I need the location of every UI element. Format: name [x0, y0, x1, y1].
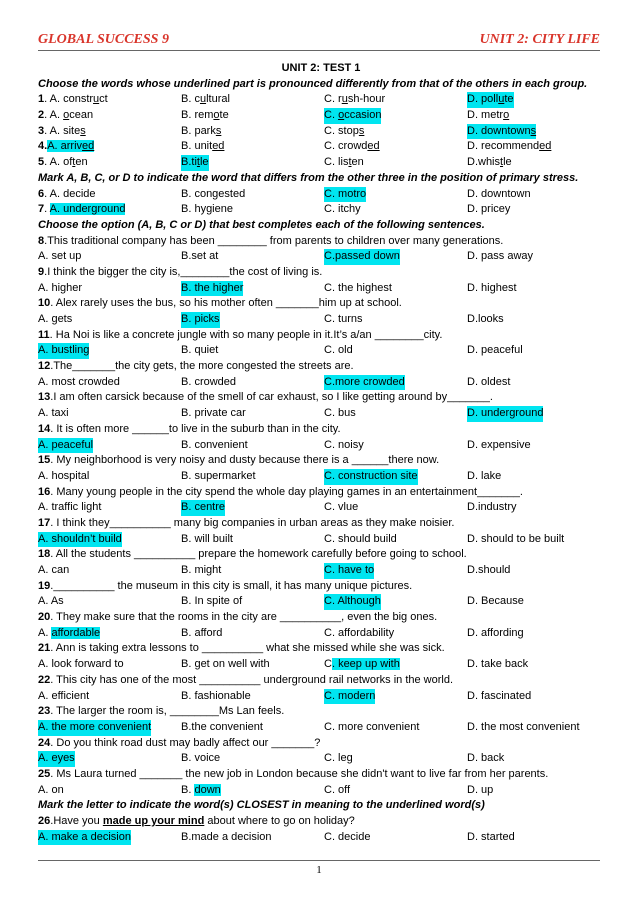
- question-20-stem: 20. They make sure that the rooms in the city are __________, even the big ones.: [38, 611, 438, 624]
- question-text: I think they__________ many big companies in urban areas as they make noisier.: [56, 516, 455, 529]
- question-23-stem: 23. The larger the room is, ________Ms Lan feels.: [38, 705, 285, 718]
- question-24-stem: 24. Do you think road dust may badly affect our _______?: [38, 736, 321, 749]
- answer-highlight: C. occasion: [324, 108, 381, 124]
- question-number: 19: [38, 579, 51, 592]
- question-text: Many young people in the city spend the whole day playing games in an entertainment_______.: [56, 485, 523, 498]
- option-d: D. the most convenient: [467, 720, 580, 733]
- question-4: 4.A. arrived B. united C. crowded D. recommended: [38, 140, 552, 153]
- test-title: UNIT 2: TEST 1: [281, 62, 361, 74]
- question-24-options: [38, 751, 604, 767]
- question-text: The_______the city gets, the more congested the streets are.: [53, 360, 354, 373]
- option-d: D. oldest: [467, 375, 511, 388]
- instruction-stress: Mark A, B, C, or D to indicate the word that differs from the other three in the position of primary stress.: [38, 171, 579, 184]
- question-number: 15: [38, 454, 51, 467]
- answer-highlight: A. bustling: [38, 343, 89, 359]
- option-b: B. supermarket: [181, 469, 256, 482]
- question-text: I am often carsick because of the smell of car exhaust, so I like getting around by_______.: [53, 391, 493, 404]
- question-number: 21: [38, 642, 51, 655]
- question-17-stem: 17. I think they__________ many big companies in urban areas as they make noisier.: [38, 516, 455, 529]
- question-23-options: [38, 720, 604, 736]
- option-b: B. crowded: [181, 375, 237, 388]
- question-text: They make sure that the rooms in the city are __________, even the big ones.: [56, 611, 438, 624]
- answer-highlight: C. Although: [324, 594, 381, 610]
- question-9-options: [38, 281, 604, 297]
- header-left: GLOBAL SUCCESS 9: [38, 32, 169, 47]
- option-b: [181, 783, 221, 799]
- answer-highlight: B. picks: [181, 312, 220, 328]
- question-13-options: [38, 406, 604, 422]
- question-2: 2. A. ocean B. remote C. occasion D. metro: [38, 108, 604, 124]
- option-b: B. fashionable: [181, 689, 251, 702]
- option-b: B. afford: [181, 626, 223, 639]
- question-16-options: [38, 500, 604, 516]
- question-18-stem: 18. All the students __________ prepare the homework carefully before going to school.: [38, 548, 467, 561]
- option-d: D.looks: [467, 313, 504, 325]
- answer-highlight: A. peaceful: [38, 438, 93, 454]
- answer-highlight: C. modern: [324, 689, 375, 705]
- option-d: D. affording: [467, 626, 524, 639]
- question-8-options: [38, 249, 604, 265]
- option-c: C. old: [324, 344, 353, 357]
- answer-highlight: affordable: [51, 626, 101, 639]
- question-12-options: [38, 375, 604, 391]
- question-19-options: [38, 594, 604, 610]
- question-text: All the students __________ prepare the homework carefully before going to school.: [55, 548, 467, 561]
- question-text: Do you think road dust may badly affect our _______?: [56, 736, 321, 749]
- question-7: 7. A. underground B. hygiene C. itchy D. pricey: [38, 203, 511, 216]
- question-6: 6. A. decide B. congested C. motro D. downtown: [38, 187, 604, 203]
- answer-highlight: C. motro: [324, 187, 366, 203]
- option-c: C. should build: [324, 532, 397, 545]
- question-25-options: [38, 783, 604, 799]
- option-a: A. look forward to: [38, 658, 124, 671]
- question-text: The larger the room is, ________Ms Lan feels.: [56, 705, 285, 718]
- page-header: [38, 32, 600, 48]
- option-b: B.set at: [181, 250, 219, 263]
- option-d: D. expensive: [467, 438, 531, 451]
- option-a: A. gets: [38, 313, 73, 325]
- option-b: B. private car: [181, 407, 246, 420]
- question-1: 1. A. construct B. cultural C. rush-hour D. pollute: [38, 92, 604, 108]
- question-number: 20: [38, 611, 51, 624]
- question-19-stem: 19.__________ the museum in this city is small, it has many unique pictures.: [38, 579, 413, 592]
- answer-highlight: C. construction site: [324, 469, 418, 485]
- answer-highlight: C.more crowded: [324, 375, 405, 391]
- option-d: D. take back: [467, 658, 529, 671]
- question-22-options: [38, 689, 604, 705]
- question-number: 23: [38, 705, 51, 718]
- option-a: A. set up: [38, 250, 82, 263]
- question-14-options: [38, 438, 604, 454]
- option-b: B. will built: [181, 532, 233, 545]
- option-d: D. peaceful: [467, 344, 523, 357]
- question-number: 25: [38, 767, 51, 780]
- question-number: 17: [38, 516, 51, 529]
- question-text: It is often more ______to live in the suburb than in the city.: [56, 422, 341, 435]
- option-a: A. traffic light: [38, 501, 102, 514]
- option-b: B. quiet: [181, 344, 219, 357]
- option-a: A. hospital: [38, 469, 90, 482]
- instruction-synonym: Mark the letter to indicate the word(s) CLOSEST in meaning to the underlined word(s): [38, 799, 485, 812]
- question-text: Ann is taking extra lessons to __________ what she missed while she was sick.: [55, 642, 445, 655]
- option-d: D. should to be built: [467, 532, 565, 545]
- instruction-pronunciation: Choose the words whose underlined part is pronounced differently from that of the others in each group.: [38, 77, 588, 90]
- question-13-stem: 13.I am often carsick because of the smell of car exhaust, so I like getting around by_______.: [38, 391, 493, 404]
- answer-highlight: C. have to: [324, 563, 374, 579]
- option-a: A. higher: [38, 281, 83, 294]
- option-a: A. on: [38, 783, 64, 796]
- question-3: 3. A. sites B. parks C. stops D. downtowns: [38, 124, 604, 140]
- option-c: C. affordability: [324, 626, 395, 639]
- option-c: [324, 657, 400, 673]
- question-text: Ms Laura turned _______ the new job in London because she didn't want to live far from her parents.: [56, 767, 549, 780]
- question-number: 22: [38, 673, 51, 686]
- option-d: D. fascinated: [467, 689, 532, 702]
- question-text: Alex rarely uses the bus, so his mother often _______him up at school.: [55, 297, 402, 310]
- option-b: B. convenient: [181, 438, 248, 451]
- question-number: 11: [38, 328, 50, 341]
- question-15-options: [38, 469, 604, 485]
- question-text: This traditional company has been ________ from parents to children over many generations.: [47, 234, 504, 247]
- sentence-questions: [38, 234, 604, 799]
- question-10-options: [38, 312, 604, 328]
- answer-highlight: C.passed down: [324, 249, 400, 265]
- question-16-stem: 16. Many young people in the city spend the whole day playing games in an entertainment_______.: [38, 485, 523, 498]
- question-number: 16: [38, 485, 51, 498]
- question-text: __________ the museum in this city is small, it has many unique pictures.: [53, 579, 413, 592]
- option-prefix: A.: [38, 626, 52, 639]
- question-12-stem: 12.The_______the city gets, the more congested the streets are.: [38, 360, 354, 373]
- question-number: 18: [38, 548, 51, 561]
- option-d: D. lake: [467, 469, 502, 482]
- question-number: 13: [38, 391, 51, 404]
- question-number: 14: [38, 422, 51, 435]
- question-22-stem: 22. This city has one of the most __________ underground rail networks in the world.: [38, 673, 454, 686]
- header-right: UNIT 2: CITY LIFE: [479, 32, 600, 47]
- question-20-options: [38, 626, 604, 642]
- question-11-options: [38, 343, 604, 359]
- question-number: 10: [38, 297, 51, 310]
- answer-highlight: A. the more convenient: [38, 720, 151, 736]
- option-a: A. most crowded: [38, 375, 120, 388]
- question-number: 8: [38, 234, 45, 247]
- test-body: [38, 61, 604, 845]
- question-18-options: [38, 563, 604, 579]
- option-d: D. back: [467, 752, 505, 765]
- question-26-stem: 26.Have you made up your mind about where to go on holiday?: [38, 815, 355, 827]
- question-number: 24: [38, 736, 51, 749]
- question-8-stem: 8.This traditional company has been ________ from parents to children over many generations.: [38, 234, 504, 247]
- footer-divider: [38, 860, 600, 861]
- option-d: D. up: [467, 783, 494, 796]
- question-26-options: A. make a decision B.made a decision C. decide D. started: [38, 830, 604, 846]
- answer-highlight: A. shouldn’t build: [38, 532, 122, 548]
- answer-highlight: . keep up with: [331, 658, 400, 671]
- question-number: 12: [38, 360, 51, 373]
- option-a: A. can: [38, 564, 70, 576]
- answer-highlight: D. underground: [467, 406, 543, 422]
- answer-highlight: D. downtowns: [467, 124, 536, 140]
- option-b: B. voice: [181, 752, 221, 765]
- question-9-stem: 9.I think the bigger the city is,________the cost of living is.: [38, 265, 323, 278]
- page-number: 1: [316, 864, 322, 876]
- option-a: A. As: [38, 595, 64, 608]
- question-21-stem: 21. Ann is taking extra lessons to __________ what she missed while she was sick.: [38, 642, 445, 655]
- answer-highlight: A. make a decision: [38, 830, 131, 846]
- option-b: B.the convenient: [181, 720, 263, 733]
- option-c: C. leg: [324, 752, 353, 765]
- question-25-stem: 25. Ms Laura turned _______ the new job in London because she didn't want to live far from her parents.: [38, 767, 549, 780]
- answer-highlight: B. the higher: [181, 281, 243, 297]
- answer-highlight: B.title: [181, 155, 209, 171]
- question-15-stem: 15. My neighborhood is very noisy and dusty because there is a ______there now.: [38, 454, 440, 467]
- question-text: I think the bigger the city is,________the cost of living is.: [47, 265, 323, 278]
- option-c: C. bus: [324, 407, 356, 420]
- question-21-options: [38, 657, 604, 673]
- question-10-stem: 10. Alex rarely uses the bus, so his mother often _______him up at school.: [38, 297, 402, 310]
- option-a: [38, 626, 100, 642]
- option-b: B. get on well with: [181, 658, 270, 671]
- option-c: C. vlue: [324, 501, 359, 514]
- question-11-stem: 11. Ha Noi is like a concrete jungle with so many people in it.It’s a/an ________city.: [38, 328, 443, 341]
- option-d: D. pass away: [467, 250, 534, 263]
- question-text: My neighborhood is very noisy and dusty because there is a ______there now.: [56, 454, 440, 467]
- question-text: This city has one of the most __________ underground rail networks in the world.: [56, 673, 454, 686]
- answer-highlight: A. underground: [49, 203, 126, 216]
- question-17-options: [38, 532, 604, 548]
- option-c: C. turns: [324, 313, 363, 325]
- option-a: A. taxi: [38, 407, 69, 420]
- question-number: 9: [38, 265, 45, 278]
- option-c: C. the highest: [324, 281, 392, 294]
- option-d: D. highest: [467, 281, 517, 294]
- answer-highlight: D. pollute: [467, 92, 514, 108]
- option-b: B. In spite of: [181, 595, 243, 608]
- option-d: D. Because: [467, 595, 524, 608]
- option-c: C. more convenient: [324, 720, 420, 733]
- option-d: D.should: [467, 564, 511, 576]
- option-prefix: B.: [181, 783, 195, 796]
- option-b: B. might: [181, 564, 222, 576]
- option-d: D.industry: [467, 501, 517, 514]
- question-14-stem: 14. It is often more ______to live in the suburb than in the city.: [38, 422, 341, 435]
- option-c: C. noisy: [324, 438, 364, 451]
- option-c: C. off: [324, 783, 351, 796]
- answer-highlight: B. centre: [181, 500, 225, 516]
- answer-highlight: A. eyes: [38, 751, 75, 767]
- instruction-completion: Choose the option (A, B, C or D) that best completes each of the following sentences.: [38, 218, 485, 231]
- question-5: 5. A. often B.title C. listen D.whistle: [38, 155, 604, 171]
- header-divider: [38, 50, 600, 51]
- question-text: Ha Noi is like a concrete jungle with so many people in it.It’s a/an ________city.: [55, 328, 443, 341]
- option-a: A. efficient: [38, 689, 90, 702]
- answer-highlight: down: [194, 783, 221, 796]
- answer-highlight: A. arrived: [47, 140, 95, 153]
- option-prefix: C: [324, 658, 332, 671]
